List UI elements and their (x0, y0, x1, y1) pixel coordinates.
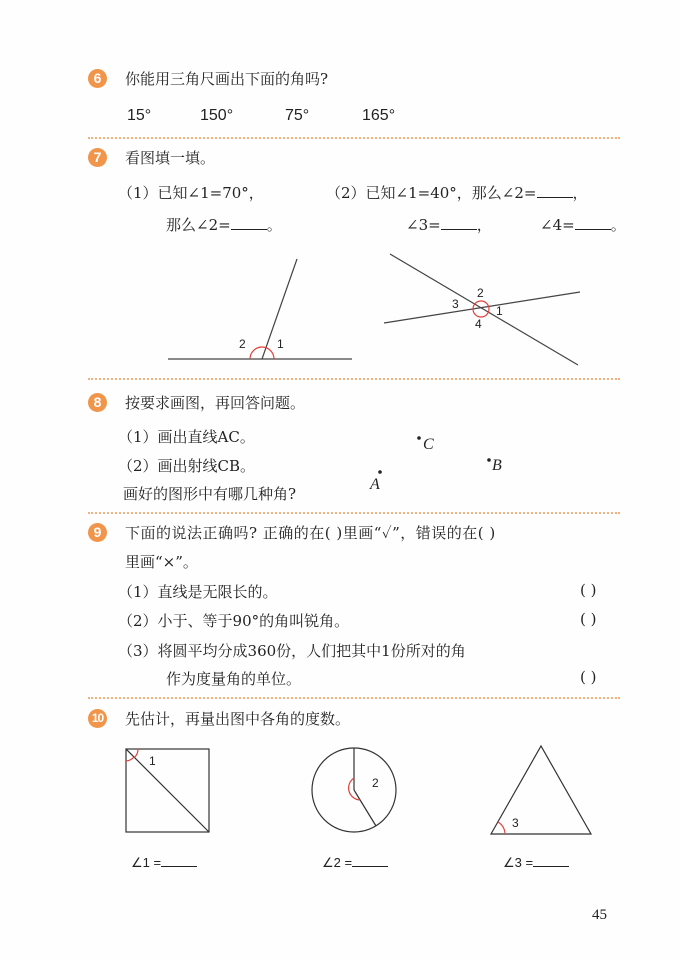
point-c (417, 436, 421, 440)
angle-15: 15° (127, 107, 152, 124)
q7-part1-line2: 那么∠2= 。 (166, 216, 282, 234)
question-10-badge: 10 (88, 709, 107, 728)
angle-150: 150° (200, 107, 234, 124)
angle-165: 165° (362, 107, 396, 124)
q10-answer-3: ∠3 = (503, 852, 569, 871)
fig2-label-1: 1 (496, 304, 503, 318)
q9-item-1: （1）直线是无限长的。 (118, 583, 278, 601)
q8-item-1: （1）画出直线AC。 (118, 428, 255, 446)
q9-item-3-cont: 作为度量角的单位。 (166, 670, 302, 688)
q7-part2-line1: （2）已知∠1=40°，那么∠2= ， (326, 184, 588, 202)
page-number: 45 (592, 907, 607, 923)
fig1-label-1: 1 (277, 337, 284, 351)
point-b-label: B (492, 457, 502, 474)
q10-circle (312, 748, 396, 832)
point-c-label: C (423, 436, 434, 453)
answer-bracket-3[interactable]: ( ) (580, 668, 597, 686)
answer-blank[interactable] (533, 852, 569, 867)
q7-figure-1 (168, 259, 352, 359)
q9-item-3: （3）将圆平均分成360份，人们把其中1份所对的角 (118, 642, 466, 660)
divider (88, 378, 620, 380)
question-9-prompt-line2: 里画“×”。 (125, 553, 198, 571)
point-a (378, 470, 382, 474)
q10-answer-2: ∠2 = (322, 852, 388, 871)
answer-blank[interactable] (352, 852, 388, 867)
q8-item-3: 画好的图形中有哪几种角? (123, 485, 297, 503)
question-9-prompt-line1: 下面的说法正确吗? 正确的在( )里画“✓”，错误的在( ) (125, 524, 496, 542)
q9-item-2: （2）小于、等于90°的角叫锐角。 (118, 612, 350, 630)
q10-label-1: 1 (149, 754, 156, 768)
fig2-label-2: 2 (477, 286, 484, 300)
q7-figure-2 (384, 254, 580, 365)
answer-bracket-2[interactable]: ( ) (580, 610, 597, 628)
q10-triangle (491, 746, 591, 834)
divider (88, 512, 620, 514)
fig2-label-4: 4 (475, 317, 482, 331)
question-9-badge: 9 (88, 523, 107, 542)
answer-bracket-1[interactable]: ( ) (580, 581, 597, 599)
question-8-badge: 8 (88, 393, 107, 412)
divider (88, 697, 620, 699)
question-7-badge: 7 (88, 148, 107, 167)
q10-square (126, 749, 209, 832)
question-7-prompt: 看图填一填。 (125, 149, 216, 167)
point-a-label: A (370, 476, 380, 493)
question-6-prompt: 你能用三角尺画出下面的角吗? (125, 70, 329, 88)
q7-part1-line1: （1）已知∠1=70°， (118, 184, 264, 202)
fig1-label-2: 2 (239, 337, 246, 351)
point-b (487, 458, 491, 462)
q8-item-2: （2）画出射线CB。 (118, 457, 256, 475)
question-10-prompt: 先估计，再量出图中各角的度数。 (125, 710, 351, 728)
q10-label-3: 3 (512, 816, 519, 830)
fig2-label-3: 3 (452, 297, 459, 311)
angle-75: 75° (285, 107, 310, 124)
q7-part2-angle4: ∠4= 。 (540, 216, 626, 234)
q10-label-2: 2 (372, 776, 379, 790)
q7-part2-angle3: ∠3= ， (406, 216, 492, 234)
question-6-badge: 6 (88, 69, 107, 88)
question-8-prompt: 按要求画图，再回答问题。 (125, 394, 306, 412)
q10-answer-1: ∠1 = (131, 852, 197, 871)
answer-blank[interactable] (161, 852, 197, 867)
